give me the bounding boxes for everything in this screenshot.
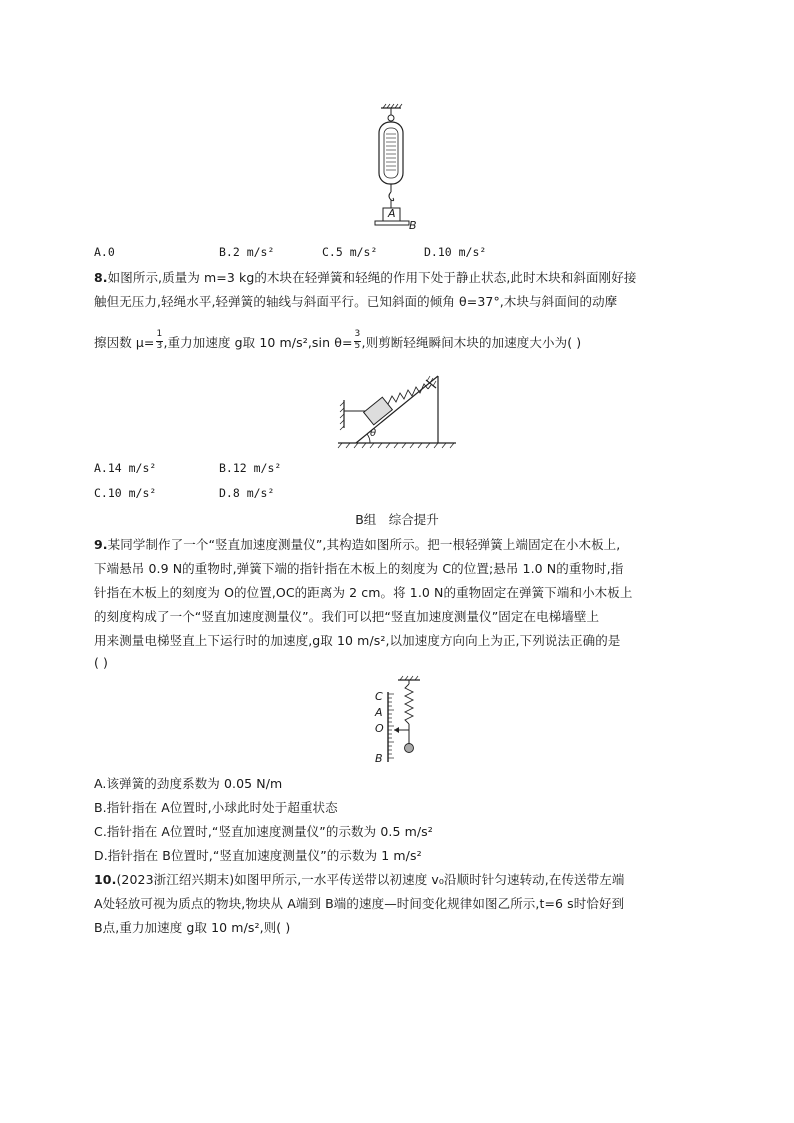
- q9-option-c: C.指针指在 A位置时,“竖直加速度测量仪”的示数为 0.5 m/s²: [94, 824, 433, 839]
- q10-line-1: [94, 870, 624, 888]
- block-label-a: A: [388, 207, 396, 220]
- q9-line-3: 针指在木板上的刻度为 O的位置,OC的距离为 2 cm。将 1.0 N的重物固定在弹簧下端和小木板上: [94, 585, 633, 600]
- prev-option-a: A.0: [94, 245, 115, 259]
- prev-option-c: C.5 m/s²: [322, 245, 378, 259]
- prev-option-b: B.2 m/s²: [219, 245, 275, 259]
- q8-line-2: 触但无压力,轻绳水平,轻弹簧的轴线与斜面平行。已知斜面的倾角 θ=37°,木块与斜面间的动摩: [94, 294, 618, 309]
- q10-text-1: (2023浙江绍兴期末)如图甲所示,一水平传送带以初速度 v₀沿顺时针匀速转动,在传送带左端: [116, 872, 625, 887]
- q8-text-3c: ,则剪断轻绳瞬间木块的加速度大小为( ): [361, 335, 582, 350]
- section-title: B组 综合提升: [355, 512, 439, 527]
- scale-label-c: C: [375, 690, 383, 703]
- q9-option-a: A.该弹簧的劲度系数为 0.05 N/m: [94, 776, 283, 791]
- q8-text-3b: ,重力加速度 g取 10 m/s²,sin θ=: [163, 335, 353, 350]
- q9-line-5: 用来测量电梯竖直上下运行时的加速度,g取 10 m/s²,以加速度方向向上为正,下列说法正确的是: [94, 633, 621, 648]
- q8-option-a: A.14 m/s²: [94, 461, 157, 475]
- q8-option-c: C.10 m/s²: [94, 486, 157, 500]
- q8-option-b: B.12 m/s²: [219, 461, 282, 475]
- q9-line-6: ( ): [94, 655, 109, 670]
- q8-fraction-sin: $\frac{3}{5}$: [354, 328, 361, 351]
- q8-number: 8.: [94, 270, 108, 285]
- q8-option-d: D.8 m/s²: [219, 486, 275, 500]
- incline-angle-label: θ: [370, 428, 377, 439]
- scale-label-o: O: [375, 722, 384, 735]
- q9-option-d: D.指针指在 B位置时,“竖直加速度测量仪”的示数为 1 m/s²: [94, 848, 422, 863]
- q10-number: 10.: [94, 872, 117, 887]
- q10-line-3: B点,重力加速度 g取 10 m/s²,则( ): [94, 920, 291, 935]
- q8-text-3a: 擦因数 μ=: [94, 335, 155, 350]
- q9-line-4: 的刻度构成了一个“竖直加速度测量仪”。我们可以把“竖直加速度测量仪”固定在电梯墙壁上: [94, 609, 600, 624]
- q9-text-1: 某同学制作了一个“竖直加速度测量仪”,其构造如图所示。把一根轻弹簧上端固定在小木板上,: [107, 537, 621, 552]
- plate-label-b: B: [409, 219, 417, 232]
- prev-option-d: D.10 m/s²: [424, 245, 487, 259]
- q8-text-1: 如图所示,质量为 m=3 kg的木块在轻弹簧和轻绳的作用下处于静止状态,此时木块和斜面刚好接: [107, 270, 637, 285]
- q8-fraction-mu: $\frac{1}{3}$: [156, 328, 163, 351]
- scale-label-a: A: [375, 706, 383, 719]
- scale-label-b: B: [375, 752, 383, 765]
- q9-number: 9.: [94, 537, 108, 552]
- q9-line-2: 下端悬吊 0.9 N的重物时,弹簧下端的指针指在木板上的刻度为 C的位置;悬吊 1.0 N的重物时,指: [94, 561, 624, 576]
- q10-line-2: A处轻放可视为质点的物块,物块从 A端到 B端的速度—时间变化规律如图乙所示,t=6 s时恰好到: [94, 896, 625, 911]
- q9-option-b: B.指针指在 A位置时,小球此时处于超重状态: [94, 800, 338, 815]
